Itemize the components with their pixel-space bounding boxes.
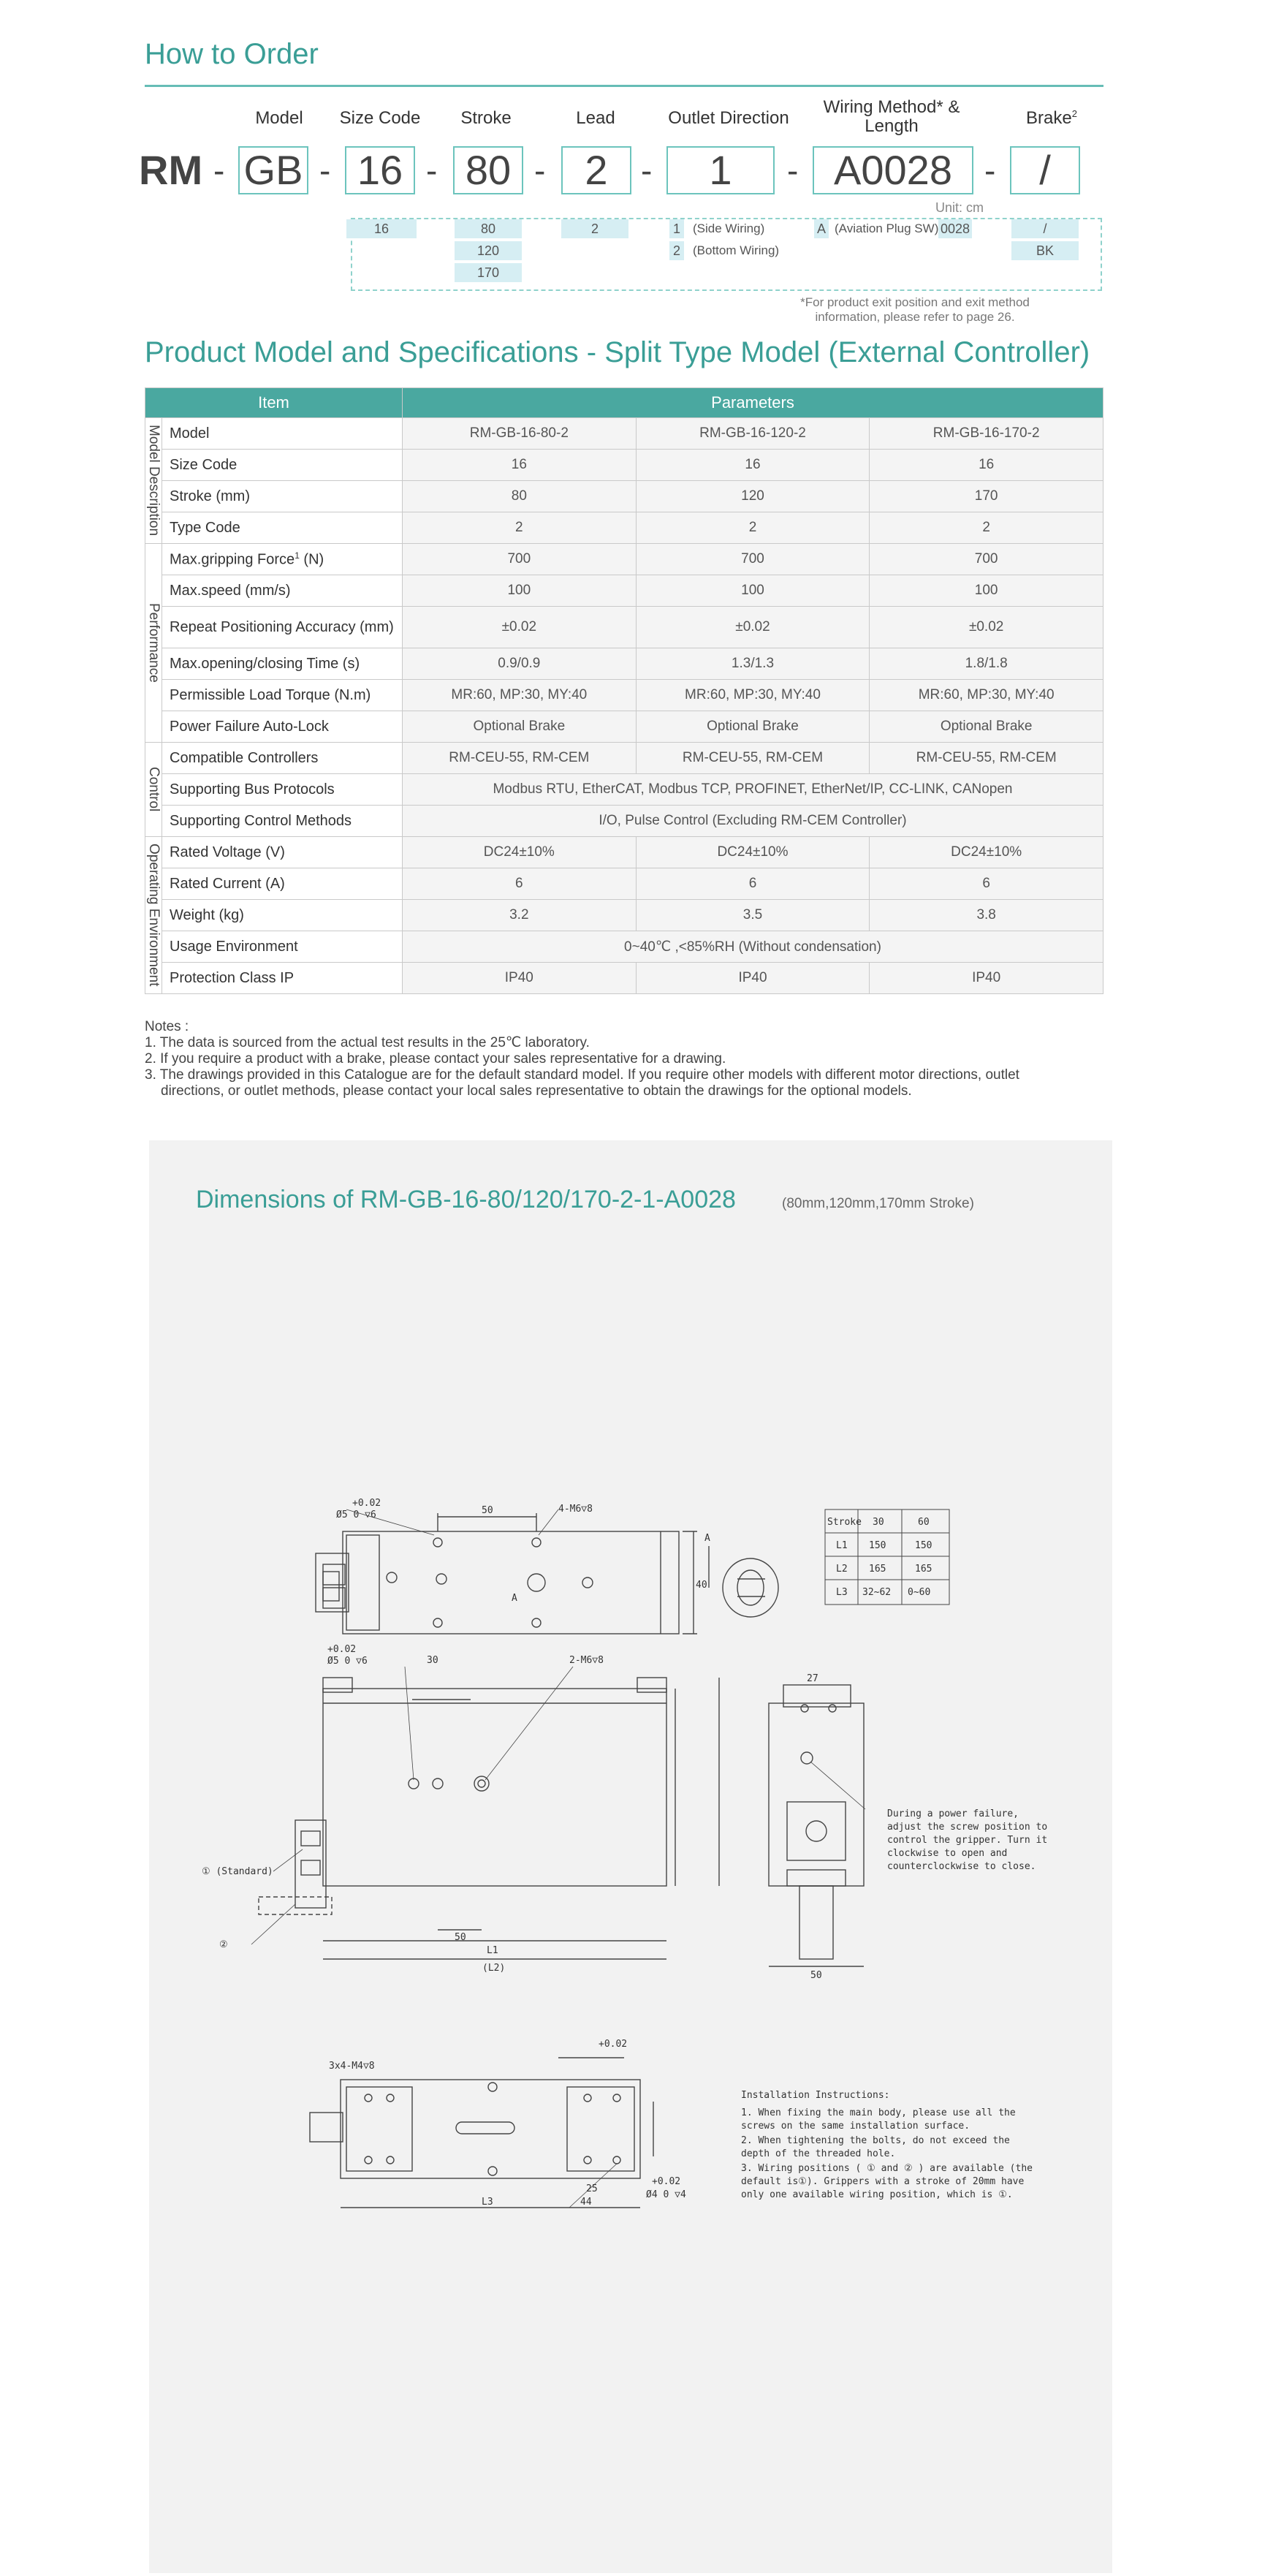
cell: RM-CEU-55, RM-CEM: [403, 743, 637, 774]
row-label: Rated Voltage (V): [162, 837, 403, 868]
cell: 1.3/1.3: [636, 648, 870, 680]
header-brake: [1011, 108, 1092, 129]
power-note-line: clockwise to open and: [887, 1848, 1008, 1859]
option-lead: 2: [561, 219, 628, 238]
cell: 3.5: [636, 900, 870, 931]
option-wiring-text: (Aviation Plug SW): [835, 221, 939, 235]
power-failure-note: [887, 1808, 1047, 1872]
code-model-box: GB: [238, 146, 308, 194]
bottom-view: [310, 2039, 686, 2208]
cell: RM-CEU-55, RM-CEM: [870, 743, 1103, 774]
option-brake: BK: [1011, 241, 1079, 260]
cell: 0.9/0.9: [403, 648, 637, 680]
table-row: [145, 711, 1103, 743]
stroke-table-header: 30: [873, 1517, 884, 1528]
header-item: Item: [145, 388, 403, 418]
section-divider: [145, 85, 1103, 87]
install-line: 3. Wiring positions ( ① and ② ) are available (the: [741, 2163, 1033, 2174]
stroke-table-cell: 165: [915, 1564, 932, 1575]
front-dim-l2: (L2): [482, 1963, 506, 1974]
power-note-line: control the gripper. Turn it: [887, 1835, 1048, 1846]
cell: 170: [870, 481, 1103, 512]
row-label: Rated Current (A): [162, 868, 403, 900]
side-view: [769, 1673, 865, 1981]
cell: 2: [870, 512, 1103, 544]
top-hole-label: Ø5 0 ▽6: [336, 1509, 376, 1520]
cell: IP40: [403, 963, 637, 994]
row-label: Protection Class IP: [162, 963, 403, 994]
how-to-order-title: How to Order: [145, 38, 319, 70]
code-dash: -: [787, 151, 799, 189]
bottom-tolerance-label-2: +0.02: [652, 2176, 681, 2187]
option-wiring-code: A: [814, 219, 829, 238]
side-dim-27: 27: [807, 1673, 818, 1684]
group-label: Model Description: [146, 425, 162, 537]
cell: DC24±10%: [870, 837, 1103, 868]
cell: 120: [636, 481, 870, 512]
option-wiring-length: 0028: [938, 219, 972, 238]
install-line: 1. When fixing the main body, please use all the: [741, 2107, 1016, 2118]
option-outlet-1-text: (Side Wiring): [693, 221, 765, 235]
header-model: Model: [255, 108, 303, 128]
cell: MR:60, MP:30, MY:40: [403, 680, 637, 711]
stroke-table-cell: L2: [836, 1564, 848, 1575]
cell: RM-GB-16-80-2: [403, 418, 637, 450]
power-note-line: During a power failure,: [887, 1808, 1019, 1819]
row-label: Supporting Control Methods: [162, 806, 403, 837]
notes-title: Notes :: [145, 1019, 189, 1034]
cell: 6: [403, 868, 637, 900]
table-row: [145, 743, 1103, 774]
cell: IP40: [870, 963, 1103, 994]
cell: RM-CEU-55, RM-CEM: [636, 743, 870, 774]
side-dim-50: 50: [810, 1970, 822, 1981]
table-row: [145, 806, 1103, 837]
table-row: [145, 837, 1103, 868]
table-row: [145, 648, 1103, 680]
top-dim-50: 50: [482, 1505, 493, 1516]
cell: Modbus RTU, EtherCAT, Modbus TCP, PROFINET, EtherNet/IP, CC-LINK, CANopen: [403, 774, 1103, 806]
group-label: Operating Environment: [146, 844, 162, 987]
cell: ±0.02: [870, 607, 1103, 648]
table-row: [145, 544, 1103, 575]
option-outlet-1-code: 1: [669, 219, 684, 238]
table-row: [145, 900, 1103, 931]
cell: 700: [870, 544, 1103, 575]
header-parameters: Parameters: [403, 388, 1103, 418]
row-label: Size Code: [162, 450, 403, 481]
cell: 2: [636, 512, 870, 544]
row-label: Stroke (mm): [162, 481, 403, 512]
unit-label: Unit: cm: [935, 200, 984, 215]
front-dim-50: 50: [455, 1932, 466, 1943]
cell: 100: [870, 575, 1103, 607]
top-view: [316, 1498, 707, 1634]
stroke-table-cell: L1: [836, 1540, 848, 1551]
code-stroke-box: 80: [453, 146, 523, 194]
stroke-table-header: 60: [918, 1517, 930, 1528]
code-dash: -: [984, 151, 996, 189]
cell: 700: [403, 544, 637, 575]
table-row: [145, 963, 1103, 994]
cell: 3.2: [403, 900, 637, 931]
install-line: default is①). Grippers with a stroke of 20mm have: [741, 2176, 1025, 2187]
notes: [145, 1019, 1109, 1099]
cell: DC24±10%: [403, 837, 637, 868]
stroke-table-cell: 165: [869, 1564, 886, 1575]
table-row: [145, 512, 1103, 544]
section-a-view: [704, 1533, 778, 1617]
cell: 700: [636, 544, 870, 575]
cell: 6: [870, 868, 1103, 900]
install-line: only one available wiring position, which is ①.: [741, 2189, 1013, 2200]
installation-instructions: [741, 2090, 1033, 2200]
group-label: Performance: [146, 603, 162, 683]
install-line: screws on the same installation surface.: [741, 2121, 970, 2132]
row-label-unit: (N): [299, 551, 324, 568]
header-lead: Lead: [576, 108, 615, 128]
table-header-row: [145, 388, 1103, 418]
row-label: Max.opening/closing Time (s): [162, 648, 403, 680]
header-brake-label: Brake: [1026, 108, 1072, 128]
cell: DC24±10%: [636, 837, 870, 868]
group-performance: [145, 544, 162, 743]
spec-table: [145, 387, 1103, 994]
table-row: [145, 774, 1103, 806]
stroke-table-cell: 150: [869, 1540, 886, 1551]
code-outlet-box: 1: [666, 146, 775, 194]
option-outlet-2-code: 2: [669, 241, 684, 260]
bottom-dim-25: 25: [586, 2183, 598, 2194]
cell: 80: [403, 481, 637, 512]
install-line: Installation Instructions:: [741, 2090, 890, 2101]
dimensions-title: Dimensions of RM-GB-16-80/120/170-2-1-A0028: [196, 1186, 736, 1213]
code-lead-box: 2: [561, 146, 631, 194]
header-wiring-method: Wiring Method* & Length: [823, 97, 960, 136]
table-row: [145, 931, 1103, 963]
code-dash: -: [534, 151, 546, 189]
code-wiring-box: A0028: [813, 146, 973, 194]
table-row: [145, 680, 1103, 711]
stroke-table-cell: 32~62: [862, 1587, 892, 1598]
code-dash: -: [426, 151, 438, 189]
note-item: 1. The data is sourced from the actual test results in the 25℃ laboratory.: [145, 1035, 590, 1050]
bottom-dim-l3: L3: [482, 2197, 493, 2208]
code-dash: -: [213, 151, 225, 189]
cell: 2: [403, 512, 637, 544]
table-row: [145, 481, 1103, 512]
code-dash: -: [641, 151, 653, 189]
table-row: [145, 450, 1103, 481]
stroke-table-cell: 150: [915, 1540, 932, 1551]
row-label: Max.speed (mm/s): [162, 575, 403, 607]
row-label: Power Failure Auto-Lock: [162, 711, 403, 743]
cell: ±0.02: [403, 607, 637, 648]
cell: 16: [870, 450, 1103, 481]
header-brake-sup: 2: [1071, 108, 1077, 119]
cell: 3.8: [870, 900, 1103, 931]
wiring-position-standard: ① (Standard): [202, 1866, 273, 1877]
cell: 0~40℃ ,<85%RH (Without condensation): [403, 931, 1103, 963]
section-a-label: A: [704, 1533, 710, 1544]
row-label: Model: [162, 418, 403, 450]
option-stroke: 80: [455, 219, 522, 238]
header-outlet-direction: Outlet Direction: [668, 108, 789, 128]
cell: 16: [636, 450, 870, 481]
option-stroke: 120: [455, 241, 522, 260]
front-dim-30: 30: [427, 1655, 438, 1666]
cell: Optional Brake: [403, 711, 637, 743]
code-dash: -: [319, 151, 331, 189]
table-row: [145, 575, 1103, 607]
cell: MR:60, MP:30, MY:40: [870, 680, 1103, 711]
cell: 1.8/1.8: [870, 648, 1103, 680]
table-row: [145, 607, 1103, 648]
cell: I/O, Pulse Control (Excluding RM-CEM Controller): [403, 806, 1103, 837]
row-label: Repeat Positioning Accuracy (mm): [162, 607, 403, 648]
option-stroke: 170: [455, 263, 522, 282]
option-brake: /: [1011, 219, 1079, 238]
note-item: 2. If you require a product with a brake, please contact your sales representative for a drawing.: [145, 1051, 726, 1067]
row-label: Weight (kg): [162, 900, 403, 931]
note-item: 3. The drawings provided in this Catalogue are for the default standard model. If you require other models with different motor directions, outlet: [145, 1067, 1019, 1083]
table-row: [145, 868, 1103, 900]
top-section-a: A: [512, 1593, 517, 1604]
cell: 6: [636, 868, 870, 900]
dimension-drawing: [149, 1140, 1112, 2573]
header-stroke: Stroke: [460, 108, 512, 128]
bottom-thread-label: 3x4-M4▽8: [329, 2061, 375, 2072]
bottom-tolerance-label: +0.02: [599, 2039, 628, 2050]
row-label: Supporting Bus Protocols: [162, 774, 403, 806]
top-tolerance-label: +0.02: [352, 1498, 381, 1509]
stroke-table: [825, 1509, 949, 1605]
group-model-description: [145, 418, 162, 544]
group-control: [145, 743, 162, 837]
cell: MR:60, MP:30, MY:40: [636, 680, 870, 711]
front-tolerance-label: +0.02: [327, 1644, 357, 1655]
cell: Optional Brake: [870, 711, 1103, 743]
note-item-continued: directions, or outlet methods, please contact your local sales representative to obtain the drawings for the optional models.: [161, 1083, 912, 1099]
dimensions-subtitle: (80mm,120mm,170mm Stroke): [782, 1196, 974, 1211]
stroke-table-cell: L3: [836, 1587, 848, 1598]
spec-title: Product Model and Specifications - Split Type Model (External Controller): [145, 336, 1090, 368]
front-thread-label: 2-M6▽8: [569, 1655, 604, 1666]
header-size-code: Size Code: [339, 108, 421, 128]
table-row: [145, 418, 1103, 450]
install-line: 2. When tightening the bolts, do not exceed the: [741, 2135, 1010, 2146]
install-line: depth of the threaded hole.: [741, 2148, 896, 2159]
cell: ±0.02: [636, 607, 870, 648]
top-thread-label: 4-M6▽8: [558, 1504, 593, 1515]
code-brake-box: /: [1010, 146, 1080, 194]
cell: RM-GB-16-120-2: [636, 418, 870, 450]
cell: 100: [636, 575, 870, 607]
front-hole-label: Ø5 0 ▽6: [327, 1656, 368, 1667]
cell: 16: [403, 450, 637, 481]
row-label: Compatible Controllers: [162, 743, 403, 774]
row-label: Usage Environment: [162, 931, 403, 963]
power-note-line: adjust the screw position to: [887, 1822, 1048, 1833]
stroke-table-cell: 0~60: [908, 1587, 931, 1598]
row-label: Type Code: [162, 512, 403, 544]
cell: RM-GB-16-170-2: [870, 418, 1103, 450]
row-label: Permissible Load Torque (N.m): [162, 680, 403, 711]
cell: 100: [403, 575, 637, 607]
cell: IP40: [636, 963, 870, 994]
order-footnote: *For product exit position and exit method information, please refer to page 26.: [800, 295, 1030, 324]
code-prefix: RM: [139, 147, 203, 193]
front-view: [202, 1644, 719, 1974]
cell: Optional Brake: [636, 711, 870, 743]
option-outlet-2-text: (Bottom Wiring): [693, 243, 780, 257]
code-size-box: 16: [345, 146, 415, 194]
group-label: Control: [146, 767, 162, 812]
top-dim-40: 40: [696, 1580, 707, 1591]
bottom-dim-44: 44: [580, 2197, 592, 2208]
row-label: [162, 544, 403, 575]
option-size: 16: [346, 219, 417, 238]
group-operating-environment: [145, 837, 162, 994]
front-dim-l1: L1: [487, 1945, 498, 1956]
row-label-text: Max.gripping Force: [170, 551, 295, 568]
stroke-table-header: Stroke: [827, 1517, 862, 1528]
row-label-sup: 1: [295, 550, 300, 561]
bottom-hole-label: Ø4 0 ▽4: [646, 2189, 686, 2200]
wiring-position-2: ②: [219, 1939, 228, 1950]
power-note-line: counterclockwise to close.: [887, 1861, 1036, 1872]
